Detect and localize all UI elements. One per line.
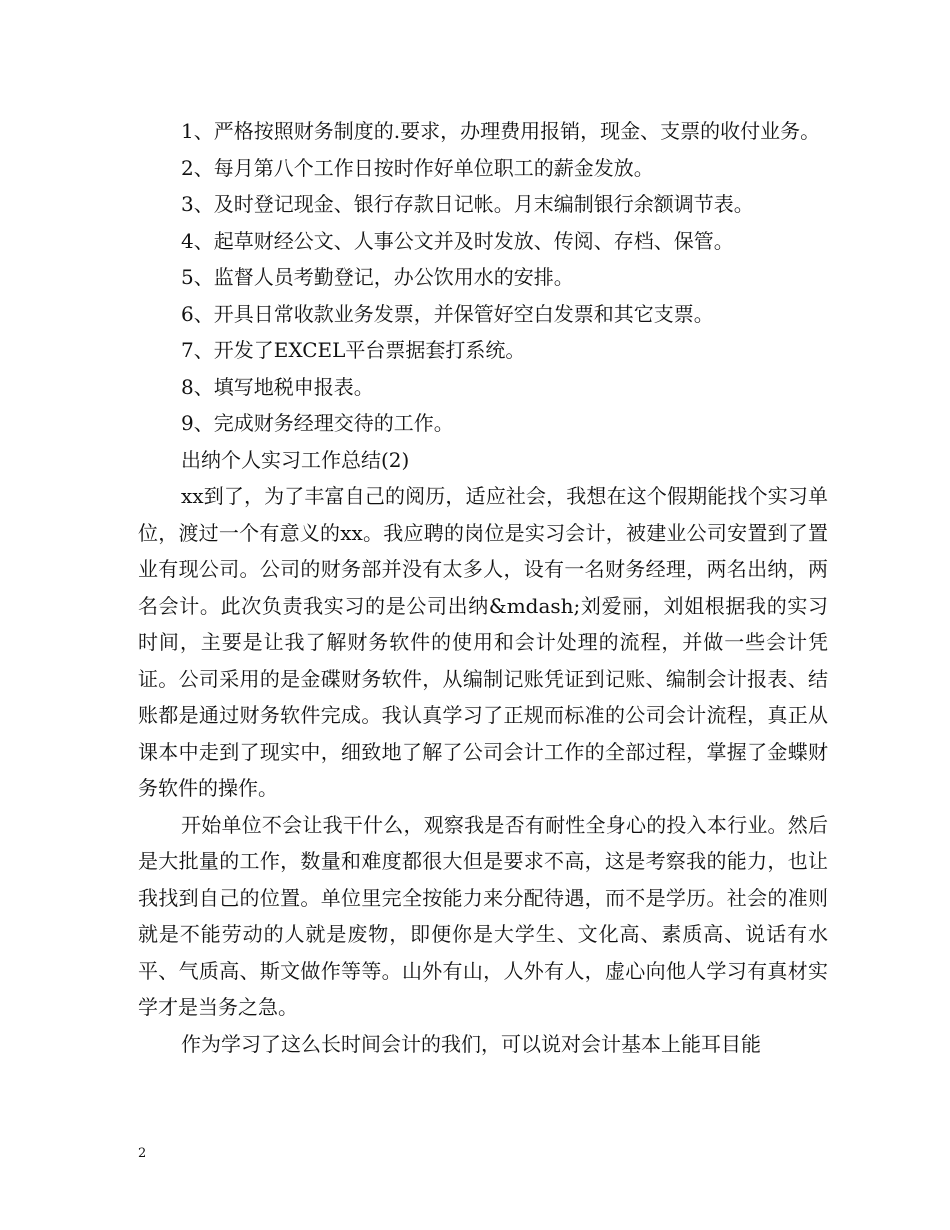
list-item: 1、严格按照财务制度的.要求，办理费用报销，现金、支票的收付业务。 [181, 119, 821, 143]
list-item: 9、完成财务经理交待的工作。 [181, 411, 454, 435]
section-title: 出纳个人实习工作总结(2) [181, 447, 410, 472]
page-number: 2 [138, 1146, 147, 1161]
body-paragraph: xx到了，为了丰富自己的阅历，适应社会，我想在这个假期能找个实习单位，渡过一个有意义的xx。我应聘的岗位是实习会计，被建业公司安置到了置业有现公司。公司的财务部并没有太多人，设有一名财务经理，两名出纳，两名会计。此次负责我实习的是公司出纳&mdash;刘爱丽，刘姐根据我的实习时间，主要是让我了解财务软件的使用和会计处理的流程，并做一些会计凭证。公司采用的是金碟财务软件，从编制记账凭证到记账、编制会计报表、结账都是通过财务软件完成。我认真学习了正规而标准的公司会计流程，真正从课本中走到了现实中，细致地了解了公司会计工作的全部过程，掌握了金蝶财务软件的操作。 [138, 484, 828, 800]
list-item: 2、每月第八个工作日按时作好单位职工的薪金发放。 [181, 155, 654, 180]
body-paragraph: 开始单位不会让我干什么，观察我是否有耐性全身心的投入本行业。然后是大批量的工作，数量和难度都很大但是要求不高，这是考察我的能力，也让我找到自己的位置。单位里完全按能力来分配待遇，而不是学历。社会的准则就是不能劳动的人就是废物，即便你是大学生、文化高、素质高、说话有水平、气质高、斯文做作等等。山外有山，人外有人，虚心向他人学习有真材实学才是当务之急。 [138, 812, 828, 1019]
document-body [138, 113, 828, 1062]
list-item: 6、开具日常收款业务发票，并保管好空白发票和其它支票。 [181, 301, 714, 326]
list-item: 4、起草财经公文、人事公文并及时发放、传阅、存档、保管。 [181, 228, 734, 253]
list-item: 7、开发了EXCEL平台票据套打系统。 [181, 338, 526, 362]
list-item: 5、监督人员考勤登记，办公饮用水的安排。 [181, 265, 574, 289]
list-item: 3、及时登记现金、银行存款日记帐。月末编制银行余额调节表。 [181, 192, 754, 216]
list-item: 8、填写地税申报表。 [181, 374, 374, 399]
body-paragraph: 作为学习了这么长时间会计的我们，可以说对会计基本上能耳目能 [181, 1031, 761, 1056]
